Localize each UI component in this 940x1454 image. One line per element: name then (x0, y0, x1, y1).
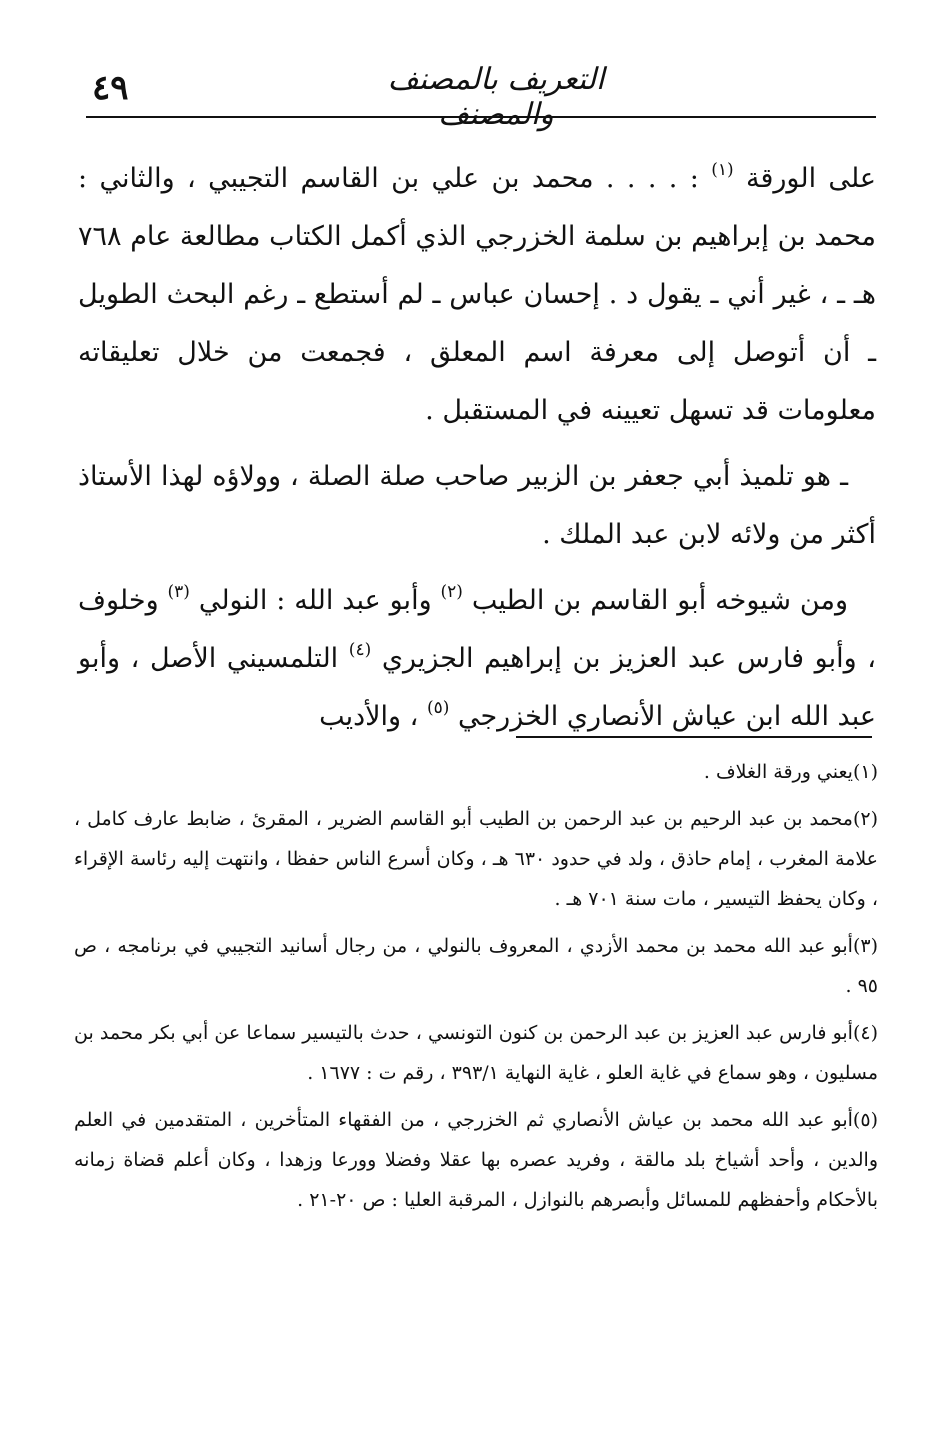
footnote-5: (٥)أبو عبد الله محمد بن عياش الأنصاري ثم الخزرجي ، من الفقهاء المتأخرين ، المتقدمين في العلم والدين ، وأحد أشياخ بلد مالقة ، وفريد عصره بها عقلا وفضلا وورعا وزهدا ، وكان أعلم قضاة زمانه بالأحكام وأحفظهم للمسائل وأبصرهم بالنوازل ، المرقبة العليا : ص ٢٠-٢١ . (74, 1109, 878, 1211)
footnotes (74, 752, 878, 1227)
footnote-reference: (١) (711, 160, 734, 180)
text-run: وأبو عبد الله : النولي (189, 585, 441, 616)
main-text (78, 150, 876, 746)
paragraph (78, 150, 876, 440)
paragraph (78, 572, 876, 746)
page-header (86, 62, 876, 132)
text-run: ـ هو تلميذ أبي جعفر بن الزبير صاحب صلة الصلة ، وولاؤه لهذا الأستاذ أكثر من ولائه لابن عبد الملك . (78, 461, 876, 550)
footnote-reference: (٥) (426, 698, 450, 718)
footnote-reference: (٢) (440, 582, 463, 602)
text-run: ومن شيوخه أبو القاسم بن الطيب (462, 585, 848, 616)
footnote-separator (516, 736, 872, 738)
paragraph (78, 448, 876, 564)
text-run: وخلوف ، وأبو فارس عبد العزيز بن إبراهيم الجزيري (78, 585, 876, 674)
footnote-reference: (٤) (348, 640, 372, 660)
text-run: ، والأديب (319, 701, 427, 732)
running-title: التعريف بالمصنف والمصنف (387, 62, 605, 132)
footnote-3: (٣)أبو عبد الله محمد بن محمد الأزدي ، المعروف بالنولي ، من رجال أسانيد التجيبي في برنامجه ، ص ٩٥ . (74, 935, 878, 997)
footnote-4: (٤)أبو فارس عبد العزيز بن عبد الرحمن بن كنون التونسي ، حدث بالتيسير سماعا عن أبي بكر محمد بن مسليون ، وهو سماع في غاية العلو ، غاية النهاية ٣٩٣/١ ، رقم ت : ١٦٧٧ . (74, 1022, 878, 1084)
footnote-1: (١)يعني ورقة الغلاف . (703, 761, 878, 783)
text-run: : . . . . محمد بن علي بن القاسم التجيبي ، والثاني : محمد بن إبراهيم بن سلمة الخزرجي الذي أكمل الكتاب مطالعة عام ٧٦٨ هـ ـ ، غير أني ـ يقول د . إحسان عباس ـ لم أستطع ـ رغم البحث الطويل ـ أن أتوصل إلى معرفة اسم المعلق ، فجمعت من خلال تعليقاته معلومات قد تسهل تعيينه في المستقبل . (78, 163, 876, 426)
footnote-reference: (٣) (167, 582, 190, 602)
footnote-2: (٢)محمد بن عبد الرحيم بن عبد الرحمن بن الطيب أبو القاسم الضرير ، المقرئ ، ضابط عارف كامل ، علامة المغرب ، إمام حاذق ، ولد في حدود ٦٣٠ هـ ، وكان أسرع الناس حفظا ، وانتهت إليه رئاسة الإقراء ، وكان يحفظ التيسير ، مات سنة ٧٠١ هـ . (74, 808, 878, 910)
page-number: ٤٩ (92, 68, 129, 108)
text-run: التلمسيني الأصل ، وأبو عبد الله ابن عياش الأنصاري الخزرجي (78, 643, 876, 732)
text-run: على الورقة (733, 163, 876, 194)
header-rule (86, 116, 876, 118)
